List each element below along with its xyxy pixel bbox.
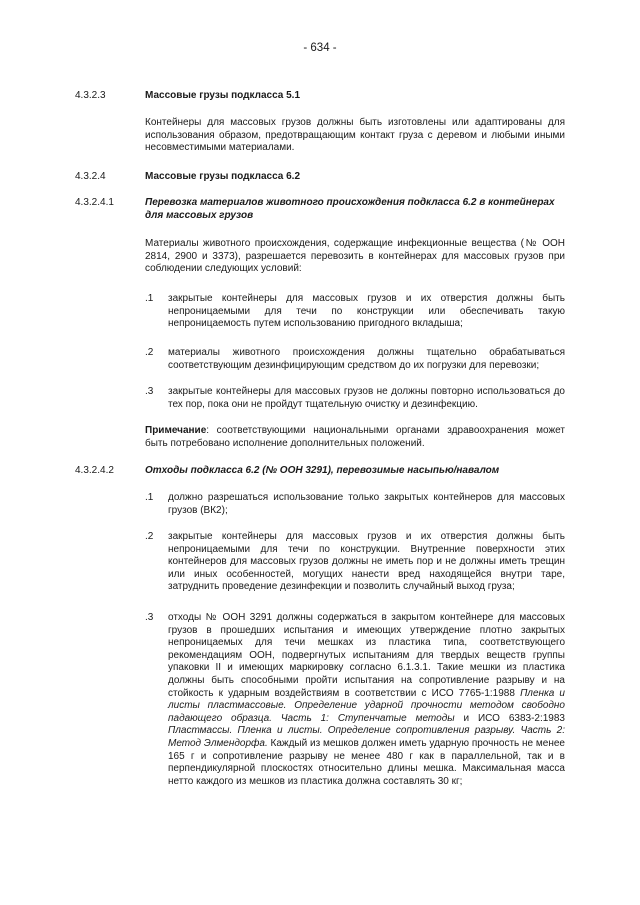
section-title-4-3-2-4-2: Отходы подкласса 6.2 (№ ООН 3291), перевозимые насыпью/навалом bbox=[145, 465, 500, 476]
iso-7765-title: Пленка и листы пластмассовые. Определение ударной прочности методом свободно падающего образца. Часть 1: Ступенчатые методы bbox=[168, 687, 565, 724]
list-item-number: .2 bbox=[145, 531, 154, 542]
list-item-text: материалы животного происхождения должны тщательно обрабатываться соответствующим дезинфицирующим средством до их погрузки для перевозки; bbox=[168, 347, 565, 371]
list-item-number: .1 bbox=[145, 492, 154, 503]
section-number-4-3-2-4-2: 4.3.2.4.2 bbox=[75, 465, 114, 476]
section-intro-4-3-2-4-1: Материалы животного происхождения, содержащие инфекционные вещества (№ ООН 2814, 2900 и 3373), разрешается перевозить в контейнерах для массовых грузов при соблюдении следующих условий: bbox=[145, 238, 565, 275]
list-item-text: закрытые контейнеры для массовых грузов не должны повторно использоваться до тех пор, пока они не пройдут тщательную очистку и дезинфекцию. bbox=[168, 386, 565, 410]
item3-text-part2: и ИСО 6383-2:1983 bbox=[454, 712, 565, 724]
note-text: : соответствующими национальными органами здравоохранения может быть потребовано исполнение дополнительных положений. bbox=[145, 425, 565, 449]
note-paragraph bbox=[145, 425, 565, 450]
list-item-number: .1 bbox=[145, 293, 154, 304]
section-number-4-3-2-4: 4.3.2.4 bbox=[75, 171, 106, 182]
section-title-4-3-2-3: Массовые грузы подкласса 5.1 bbox=[145, 90, 301, 101]
item3-text-part3: Каждый из мешков должен иметь ударную прочность не менее 165 г и сопротивление разрыву не менее 480 г как в параллельной, так и в перпендикулярной плоскостях относительно длины мешка. Максимальная масса нетто каждого из мешков из пластика должна составлять 30 кг; bbox=[168, 737, 565, 787]
list-item-number: .3 bbox=[145, 612, 154, 623]
list-item-number: .2 bbox=[145, 347, 154, 358]
iso-6383-title: Пластмассы. Пленка и листы. Определение сопротивления разрыву. Часть 2: Метод Элмендорфа. bbox=[168, 725, 565, 749]
section-title-4-3-2-4: Массовые грузы подкласса 6.2 bbox=[145, 171, 301, 182]
section-number-4-3-2-3: 4.3.2.3 bbox=[75, 90, 106, 101]
list-item-number: .3 bbox=[145, 386, 154, 397]
list-item-text bbox=[168, 612, 565, 788]
item3-text-part1: отходы № ООН 3291 должны содержаться в закрытом контейнере для массовых грузов в прошедших испытания и имеющих утверждение плотно закрытых непроницаемых для течи мешках из пластика типа, соответствующего рекомендациям ООН, подвергнутых испытаниям для твердых веществ группы упаковки II и имеющих маркировку согласно 6.1.3.1. Такие мешки из пластика должны быть способными пройти испытания на сопротивление разрыву и на стойкость к ударным воздействиям в соответствии с ИСО 7765-1:1988 bbox=[168, 612, 565, 699]
section-title-4-3-2-4-1: Перевозка материалов животного происхождения подкласса 6.2 в контейнерах для массовых грузов bbox=[145, 197, 555, 221]
list-item-text: должно разрешаться использование только закрытых контейнеров для массовых грузов (ВК2); bbox=[168, 492, 565, 516]
list-item-text: закрытые контейнеры для массовых грузов и их отверстия должны быть непроницаемыми для течи по конструкции. Внутренние поверхности этих контейнеров для массовых грузов должны не иметь пор и не должны иметь трещин или иных особенностей, могущих нанести вред находящейся внутри таре, затруднить проведение дезинфекции и позволить случайный выход груза; bbox=[168, 531, 565, 593]
section-text-4-3-2-3: Контейнеры для массовых грузов должны быть изготовлены или адаптированы для использования образом, предотвращающим контакт груза с деревом и любыми иными несовместимыми материалами. bbox=[145, 117, 565, 154]
note-label: Примечание bbox=[145, 425, 207, 436]
page-number: - 634 - bbox=[303, 42, 337, 54]
section-number-4-3-2-4-1: 4.3.2.4.1 bbox=[75, 197, 114, 208]
list-item-text: закрытые контейнеры для массовых грузов и их отверстия должны быть непроницаемыми для течи по конструкции или обеспечивать такую непроницаемость путем использованию пригодного вкладыша; bbox=[168, 293, 565, 330]
